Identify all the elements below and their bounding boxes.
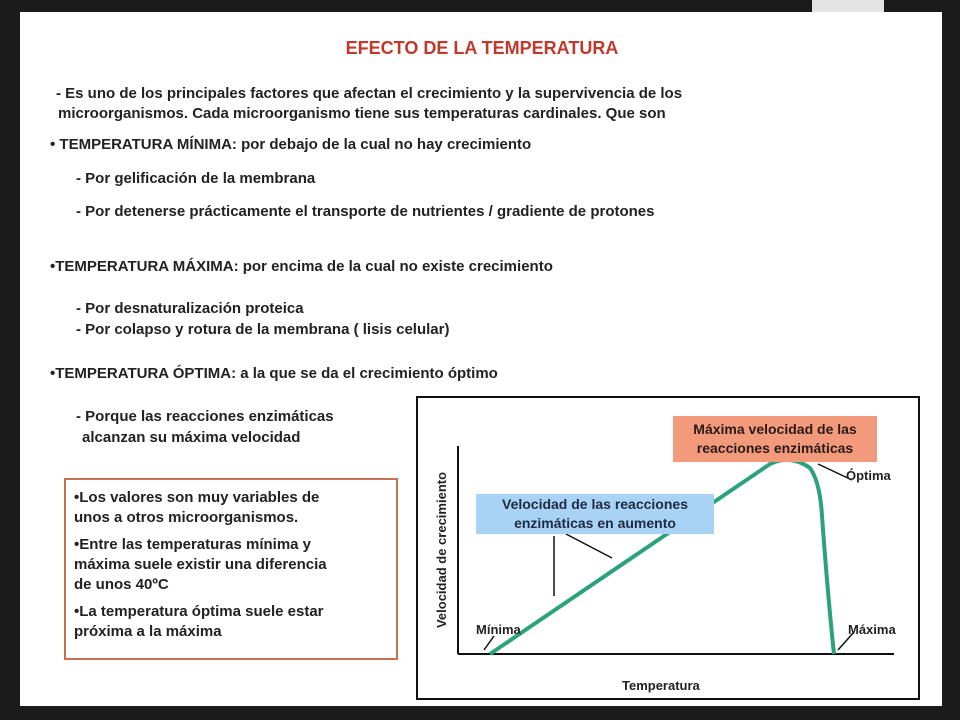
pointer-line-diagonal <box>566 534 612 558</box>
note-2-line-2: máxima suele existir una diferencia <box>74 556 327 573</box>
note-1-line-2: unos a otros microorganismos. <box>74 509 299 526</box>
max-velocity-callout-line-2: reacciones enzimáticas <box>696 440 854 456</box>
minima-heading: • TEMPERATURA MÍNIMA: por debajo de la cual no hay crecimiento <box>50 136 532 153</box>
optima-item-1: - Porque las reacciones enzimáticas <box>76 408 334 425</box>
slide <box>20 12 942 706</box>
optima-heading: •TEMPERATURA ÓPTIMA: a la que se da el crecimiento óptimo <box>50 365 498 382</box>
notes-box <box>64 478 398 660</box>
maxima-item-2: - Por colapso y rotura de la membrana ( lisis celular) <box>76 321 450 338</box>
intro-line-1: - Es uno de los principales factores que afectan el crecimiento y la supervivencia de los <box>56 85 683 102</box>
slide-title: EFECTO DE LA TEMPERATURA <box>345 38 619 58</box>
note-3-line-2: próxima a la máxima <box>74 623 222 640</box>
minima-label: Mínima <box>476 622 521 637</box>
note-2-line-1: •Entre las temperaturas mínima y <box>74 536 312 553</box>
y-axis-label: Velocidad de crecimiento <box>434 471 449 629</box>
maxima-heading: •TEMPERATURA MÁXIMA: por encima de la cual no existe crecimiento <box>50 258 553 275</box>
maxima-item-1: - Por desnaturalización proteica <box>76 300 304 317</box>
increasing-velocity-callout <box>476 494 714 534</box>
increasing-velocity-callout-line-2: enzimáticas en aumento <box>514 515 676 531</box>
x-axis-label: Temperatura <box>622 678 700 693</box>
increasing-velocity-callout-line-1: Velocidad de las reacciones <box>502 496 688 512</box>
note-2-line-3: de unos 40ºC <box>74 576 169 593</box>
optima-item-2: alcanzan su máxima velocidad <box>82 429 301 446</box>
growth-curve <box>490 460 834 654</box>
max-velocity-callout <box>673 416 877 462</box>
max-velocity-callout-line-1: Máxima velocidad de las <box>693 421 857 437</box>
note-3-line-1: •La temperatura óptima suele estar <box>74 603 324 620</box>
intro-line-2: microorganismos. Cada microorganismo tiene sus temperaturas cardinales. Que son <box>58 105 666 122</box>
minima-pointer <box>484 636 494 650</box>
optima-label: Óptima <box>846 468 891 483</box>
note-1-line-1: •Los valores son muy variables de <box>74 489 320 506</box>
minima-item-1: - Por gelificación de la membrana <box>76 170 316 187</box>
minima-item-2: - Por detenerse prácticamente el transporte de nutrientes / gradiente de protones <box>76 203 655 220</box>
maxima-label: Máxima <box>848 622 896 637</box>
temperature-growth-diagram <box>416 396 920 700</box>
